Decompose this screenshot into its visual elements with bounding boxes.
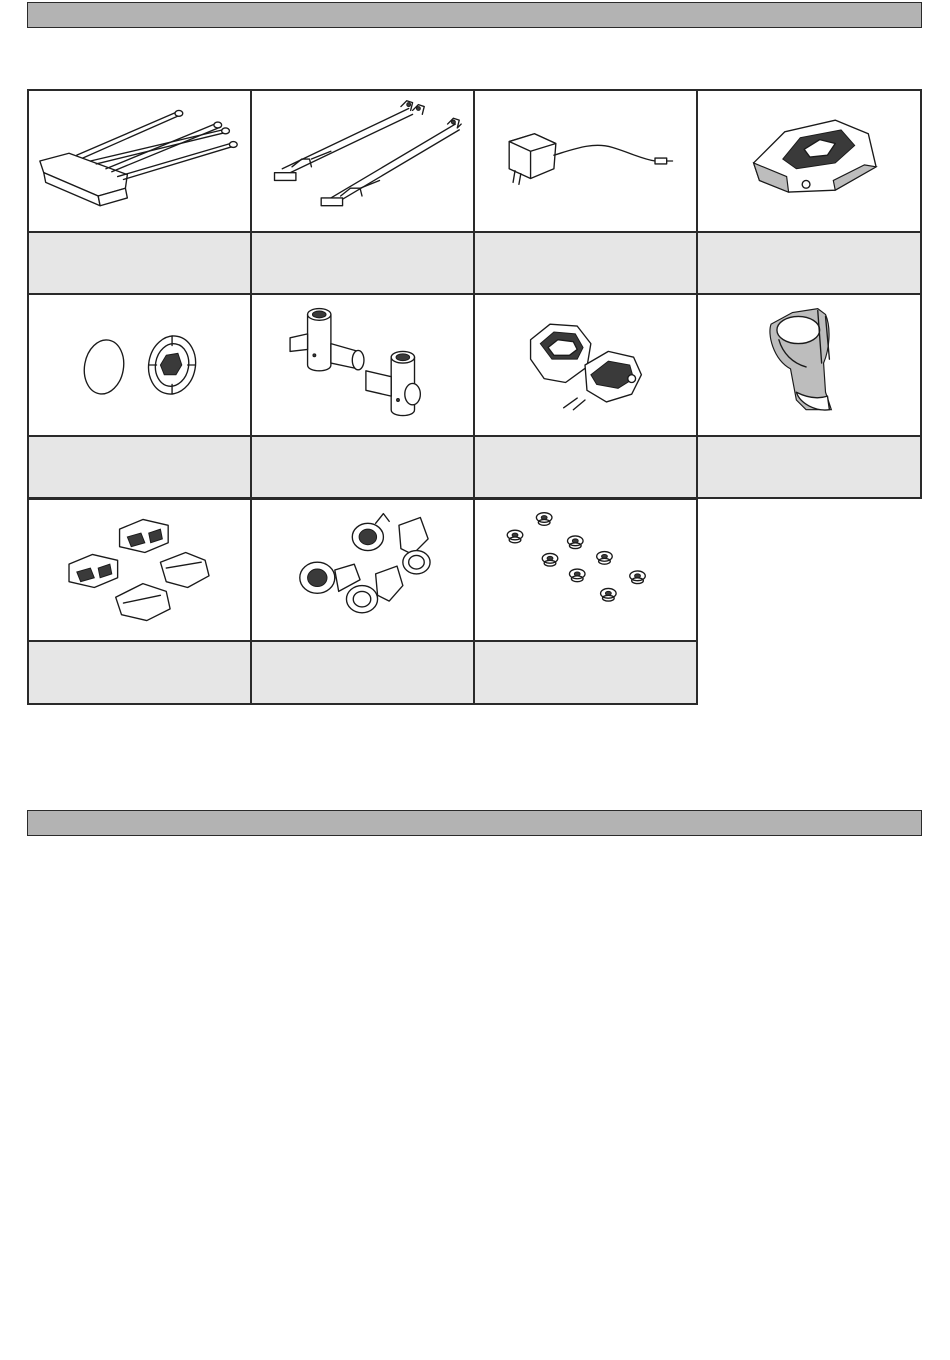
part-label-10 bbox=[250, 642, 475, 705]
part-image-5 bbox=[27, 293, 252, 437]
section-header-bottom bbox=[27, 810, 922, 836]
end-caps-icon bbox=[475, 295, 696, 435]
part-image-4 bbox=[696, 89, 922, 233]
part-label-5 bbox=[27, 437, 252, 499]
pivot-joints-icon bbox=[252, 500, 473, 640]
frame-rails-icon bbox=[252, 91, 473, 231]
part-label-text bbox=[475, 642, 696, 658]
grommets-icon bbox=[475, 500, 696, 640]
part-label-text bbox=[252, 642, 473, 658]
part-image-6 bbox=[250, 293, 475, 437]
part-label-1 bbox=[27, 233, 252, 295]
part-image-8 bbox=[696, 293, 922, 437]
seat-support-icon bbox=[698, 295, 920, 435]
part-label-7 bbox=[473, 437, 698, 499]
part-image-9 bbox=[27, 498, 252, 642]
part-image-1 bbox=[27, 89, 252, 233]
part-label-text bbox=[475, 233, 696, 249]
part-label-text bbox=[698, 437, 920, 453]
part-image-3 bbox=[473, 89, 698, 233]
part-label-text bbox=[29, 437, 250, 453]
rail-caps-icon bbox=[29, 500, 250, 640]
part-image-10 bbox=[250, 498, 475, 642]
part-label-text bbox=[29, 642, 250, 658]
part-label-4 bbox=[696, 233, 922, 295]
part-image-7 bbox=[473, 293, 698, 437]
tube-connectors-icon bbox=[252, 295, 473, 435]
part-label-3 bbox=[473, 233, 698, 295]
rail-base-icon bbox=[29, 91, 250, 231]
part-label-2 bbox=[250, 233, 475, 295]
part-label-9 bbox=[27, 642, 252, 705]
part-label-text bbox=[252, 233, 473, 249]
parts-grid bbox=[27, 89, 922, 705]
part-label-text bbox=[252, 437, 473, 453]
part-label-text bbox=[698, 233, 920, 249]
part-label-text bbox=[475, 437, 696, 453]
part-image-11 bbox=[473, 498, 698, 642]
section-header-top bbox=[27, 2, 922, 28]
part-label-11 bbox=[473, 642, 698, 705]
console-housing-icon bbox=[698, 91, 920, 231]
part-label-text bbox=[29, 233, 250, 249]
part-label-8 bbox=[696, 437, 922, 499]
part-label-6 bbox=[250, 437, 475, 499]
part-image-2 bbox=[250, 89, 475, 233]
wheel-and-ring-icon bbox=[29, 295, 250, 435]
power-adapter-icon bbox=[475, 91, 696, 231]
